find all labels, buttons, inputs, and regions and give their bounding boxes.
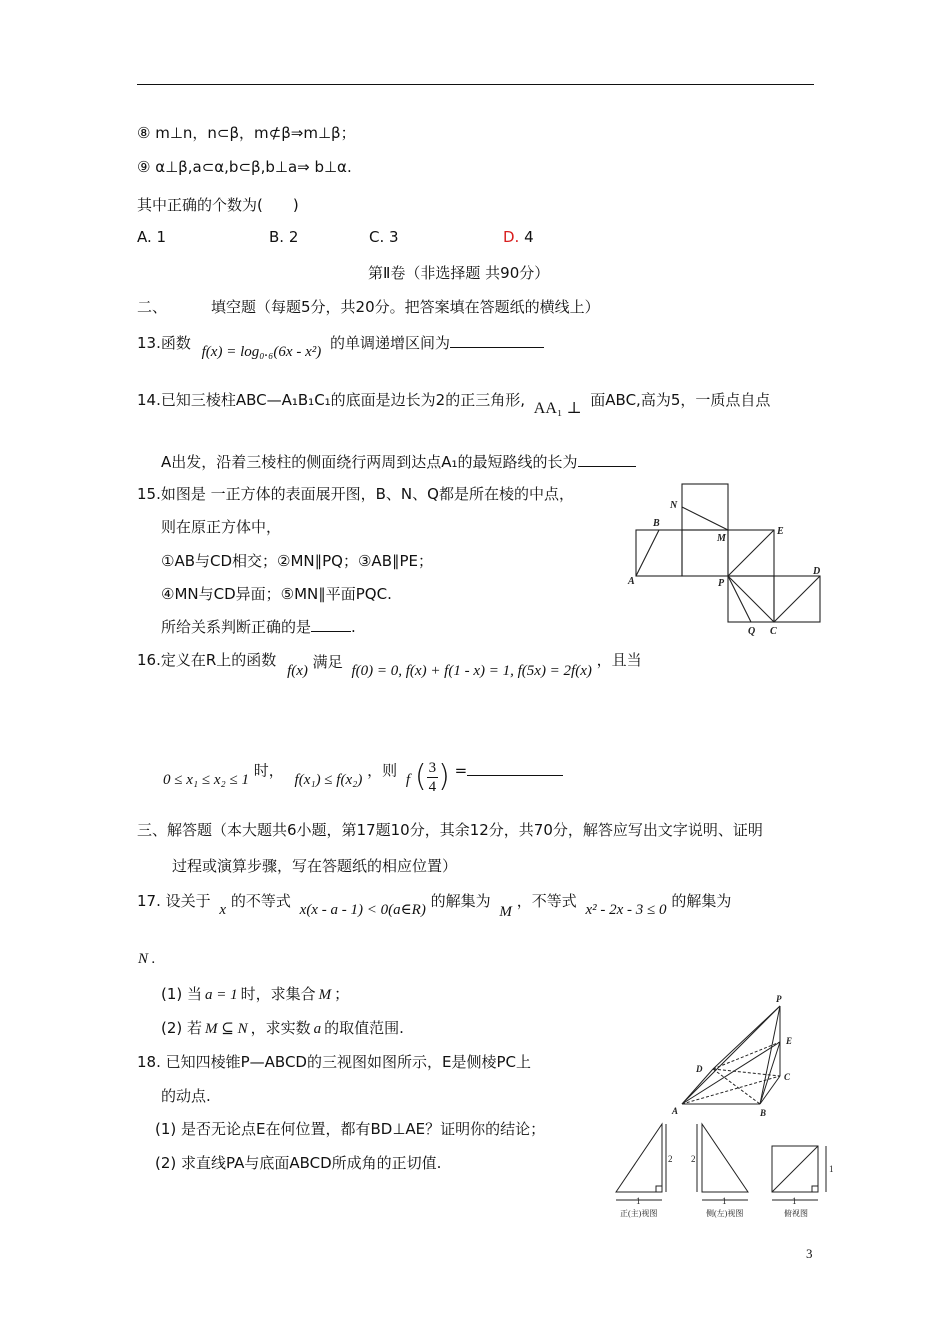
three-views-figure	[608, 1118, 838, 1224]
q16-inequality: f(x₁) ≤ f(x₂)	[294, 771, 363, 788]
side-dim-1: 1	[722, 1196, 727, 1206]
q16-answer-blank	[467, 761, 563, 776]
q16-when: 时，	[253, 761, 284, 780]
q17-t2: 的解集为	[430, 892, 491, 910]
q17-p2-end: 的取值范围.	[324, 1019, 404, 1037]
top-view-diagonal	[772, 1146, 818, 1192]
item-9: ⑨ α⊥β,a⊂α,b⊂β,b⊥a⇒ b⊥α.	[137, 158, 352, 176]
top-view-right-angle	[812, 1186, 818, 1192]
front-view-right-angle	[656, 1186, 662, 1192]
segment-pc	[728, 576, 774, 622]
q17-t3: ，不等式	[516, 892, 577, 910]
q13	[137, 332, 544, 360]
side-view-caption: 侧(左)视图	[706, 1209, 744, 1218]
front-view-triangle	[616, 1124, 662, 1192]
q16-fx: f(x)	[287, 663, 308, 679]
section-2-number: 二、	[137, 298, 168, 316]
q13-answer-blank	[450, 333, 544, 348]
segment-nm	[682, 507, 728, 530]
section-2-text: 填空题（每题5分，共20分。把答案填在答题纸的横线上）	[211, 298, 600, 316]
q14-answer-blank	[578, 452, 636, 467]
q17-inequality-2: x² - 2x - 3 ≤ 0	[585, 902, 667, 918]
q15-line-3: ①AB与CD相交；②MN∥PQ；③AB∥PE；	[161, 552, 434, 570]
q17-n: N .	[138, 951, 156, 967]
q17-m: M	[499, 904, 512, 920]
q15-line-5	[161, 616, 356, 637]
edge-ad	[682, 1069, 713, 1104]
q16-frac-num: 3	[428, 759, 437, 776]
label-a: A	[672, 1106, 679, 1116]
q16-f: f	[405, 771, 411, 788]
q15-text-5-end: .	[351, 618, 356, 636]
q15-text-5: 所给关系判断正确的是	[161, 618, 312, 636]
question-count: 其中正确的个数为( )	[137, 196, 299, 214]
header-rule	[137, 84, 814, 85]
front-view-caption: 正(主)视图	[620, 1209, 658, 1218]
section-3-line-1: 三、解答题（本大题共6小题，第17题10分，其余12分，共70分，解答应写出文字说明、证明	[137, 821, 763, 839]
edge-pd	[713, 1006, 780, 1069]
q17-number: 17. 设关于	[137, 892, 211, 910]
q15-line-1: 15.如图是 一正方体的表面展开图，B、N、Q都是所在棱的中点，	[137, 485, 574, 503]
q16-line-2	[163, 752, 563, 795]
q16-left-paren: (	[414, 759, 427, 794]
q13-formula: f(x) = log₀.₆(6x - x²)	[201, 344, 322, 360]
label-m: M	[717, 533, 726, 544]
label-c: C	[784, 1072, 791, 1082]
q14-text-1: 14.已知三棱柱ABC—A₁B₁C₁的底面是边长为2的正三角形,	[137, 391, 525, 409]
q15-line-4: ④MN与CD异面；⑤MN∥平面PQC.	[161, 585, 392, 603]
label-e: E	[777, 526, 784, 537]
side-dim-2: 2	[691, 1154, 696, 1164]
q17-inequality-1: x(x - a - 1) < 0(a∈R)	[299, 902, 426, 918]
q18-line-2: 的动点.	[161, 1087, 211, 1105]
q17-p2-math: M ⊆ N	[205, 1021, 248, 1037]
front-dim-1: 1	[636, 1196, 641, 1206]
q17-p1-pre: (1) 当	[161, 985, 203, 1003]
q17-p1-m: M	[318, 987, 332, 1003]
option-d-value: 4	[524, 228, 534, 246]
label-a: A	[628, 576, 635, 587]
net-top-face	[682, 484, 728, 530]
q17-t4: 的解集为	[671, 892, 732, 910]
side-view-triangle	[702, 1124, 748, 1192]
q17-p2-a: a	[313, 1021, 322, 1037]
q17-p1-end: ；	[334, 985, 350, 1003]
q14-formula: AA₁ ⊥	[533, 400, 582, 417]
q17-t1: 的不等式	[230, 892, 291, 910]
q14-text-2: A出发，沿着三棱柱的侧面绕行两周到达点A₁的最短路线的长为	[161, 453, 578, 471]
option-b: B. 2	[269, 228, 299, 246]
segment-be	[760, 1042, 780, 1104]
q13-number: 13.函数	[137, 334, 191, 352]
q16-line-1	[137, 649, 642, 679]
label-b: B	[653, 518, 660, 529]
q18-part-2: (2) 求直线PA与底面ABCD所成角的正切值.	[155, 1154, 442, 1172]
q16-frac-den: 4	[428, 778, 437, 795]
option-a: A. 1	[137, 228, 167, 246]
option-c: C. 3	[369, 228, 399, 246]
diag-db-hidden	[713, 1069, 760, 1104]
q17-part-1	[161, 983, 349, 1004]
front-dim-2: 2	[668, 1154, 673, 1164]
q16-range: 0 ≤ x₁ ≤ x₂ ≤ 1	[163, 771, 249, 788]
label-q: Q	[748, 626, 756, 637]
label-d: D	[696, 1064, 703, 1074]
label-p: P	[718, 578, 725, 589]
label-n: N	[670, 500, 678, 511]
q16-and: ，且当	[596, 651, 642, 669]
q15-answer-blank	[311, 617, 351, 632]
segment-ab	[636, 530, 659, 576]
section-3-line-2: 过程或演算步骤，写在答题纸的相应位置）	[172, 857, 458, 875]
q17-p2-post: ，求实数	[250, 1019, 311, 1037]
q17-p2-pre: (2) 若	[161, 1019, 203, 1037]
label-b: B	[760, 1108, 767, 1118]
q16-fraction	[427, 759, 439, 796]
q16-conditions: f(0) = 0, f(x) + f(1 - x) = 1, f(5x) = 2f(x)	[351, 663, 592, 679]
section-2-heading	[137, 296, 600, 317]
label-d: D	[813, 566, 821, 577]
q16-right-paren: )	[438, 759, 450, 794]
q16-then: ，则	[367, 761, 398, 780]
q18-line-1: 18. 已知四棱锥P—ABCD的三视图如图所示，E是侧棱PC上	[137, 1053, 531, 1071]
top-view-caption: 俯视图	[784, 1209, 808, 1218]
edge-pa	[682, 1006, 780, 1104]
label-p: P	[776, 994, 782, 1004]
option-d	[503, 228, 534, 246]
q17-p1-math: a = 1	[205, 987, 238, 1003]
q17-part-2	[161, 1017, 404, 1038]
option-d-letter: D.	[503, 228, 520, 246]
page-number: 3	[806, 1246, 813, 1261]
q17-p1-post: 时，求集合	[240, 985, 316, 1003]
label-c: C	[770, 626, 777, 637]
q18-part-1: (1) 是否无论点E在何位置，都有BD⊥AE？证明你的结论；	[155, 1120, 546, 1138]
q16-text-1: 16.定义在R上的函数	[137, 651, 277, 669]
q15-line-2: 则在原正方体中，	[161, 518, 282, 536]
q17-x: x	[219, 902, 227, 918]
q16-equals: =	[454, 761, 468, 780]
top-dim-1-vertical: 1	[829, 1164, 834, 1174]
top-dim-1-horizontal: 1	[792, 1196, 797, 1206]
q14-text-1b: 面ABC,高为5，一质点自点	[590, 391, 771, 409]
net-face-1	[636, 530, 682, 576]
pyramid-figure	[668, 992, 808, 1120]
section-2-title: 第Ⅱ卷（非选择题 共90分）	[368, 264, 550, 282]
q17-line-1	[137, 890, 732, 920]
segment-pq	[728, 576, 751, 622]
q16-satisfy: 满足	[312, 653, 343, 671]
label-e: E	[786, 1036, 793, 1046]
item-8: ⑧ m⊥n，n⊂β，m⊄β⇒m⊥β；	[137, 124, 356, 142]
segment-cd	[774, 576, 820, 622]
q13-tail: 的单调递增区间为	[330, 334, 451, 352]
segment-pe	[728, 530, 774, 576]
cube-net-figure	[620, 478, 830, 640]
q14-line-2	[161, 451, 636, 472]
q14-line-1	[137, 389, 771, 417]
